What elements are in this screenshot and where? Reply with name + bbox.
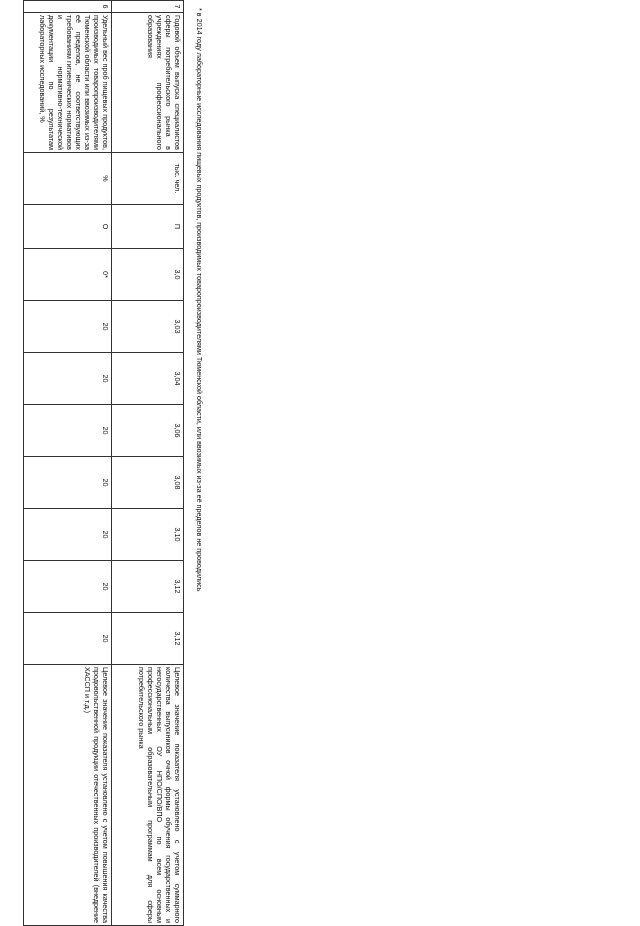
indicator-name: Удельный вес проб пищевых продуктов, производимых товаропроизводителями Тюменской области или ввозимых из-за её пределов, не соответствующих требованиям гигиенических нормативов и нормативно-технической документации по результатам лабораторных исследований, % [24,13,112,153]
indicator-name: Годовой объем выпуска специалистов сферы потребительского рынка в учреждениях профессионального образования [112,13,184,153]
value-cell: 3,12 [112,561,184,613]
value-cell: 3,06 [112,405,184,457]
value-cell: 3,08 [112,457,184,509]
comment-cell: Целевое значение показателя установлено с учетом повышения качества продовольственной продукции отечественных производителей (внедрение ХАССП и т.д.) [24,665,112,926]
value-cell: 20 [24,457,112,509]
value-cell: 20 [24,405,112,457]
value-cell: 20 [24,301,112,353]
comment-cell: Целевое значение показателя установлено с учетом суммарного количества выпускников очной формы обучения государственных и негосударственных ОУ НПО/СПО/ВПО по всем основным профессиональным образовательным программам для сферы потребительского рынка [112,665,184,926]
base-value-cell: 0* [24,249,112,301]
value-cell: 3,04 [112,353,184,405]
type-cell: П [112,205,184,249]
unit-cell: % [24,153,112,205]
value-cell: 20 [24,613,112,665]
row-number: 6 [24,1,112,13]
type-cell: О [24,205,112,249]
table-row [24,1,112,926]
value-cell: 20 [24,509,112,561]
table-row [112,1,184,926]
value-cell: 3,03 [112,301,184,353]
footnote: * в 2014 году лабораторные исследования пищевых продуктов, производимых товаропроизводителями Тюменской области, или ввозимых из-за её пределов не проводились [195,8,204,592]
rotated-page [0,0,212,923]
unit-cell: тыс. чел. [112,153,184,205]
base-value-cell: 3,0 [112,249,184,301]
indicators-table [23,0,184,926]
row-number: 7 [112,1,184,13]
value-cell: 20 [24,353,112,405]
value-cell: 20 [24,561,112,613]
value-cell: 3,12 [112,613,184,665]
value-cell: 3,10 [112,509,184,561]
